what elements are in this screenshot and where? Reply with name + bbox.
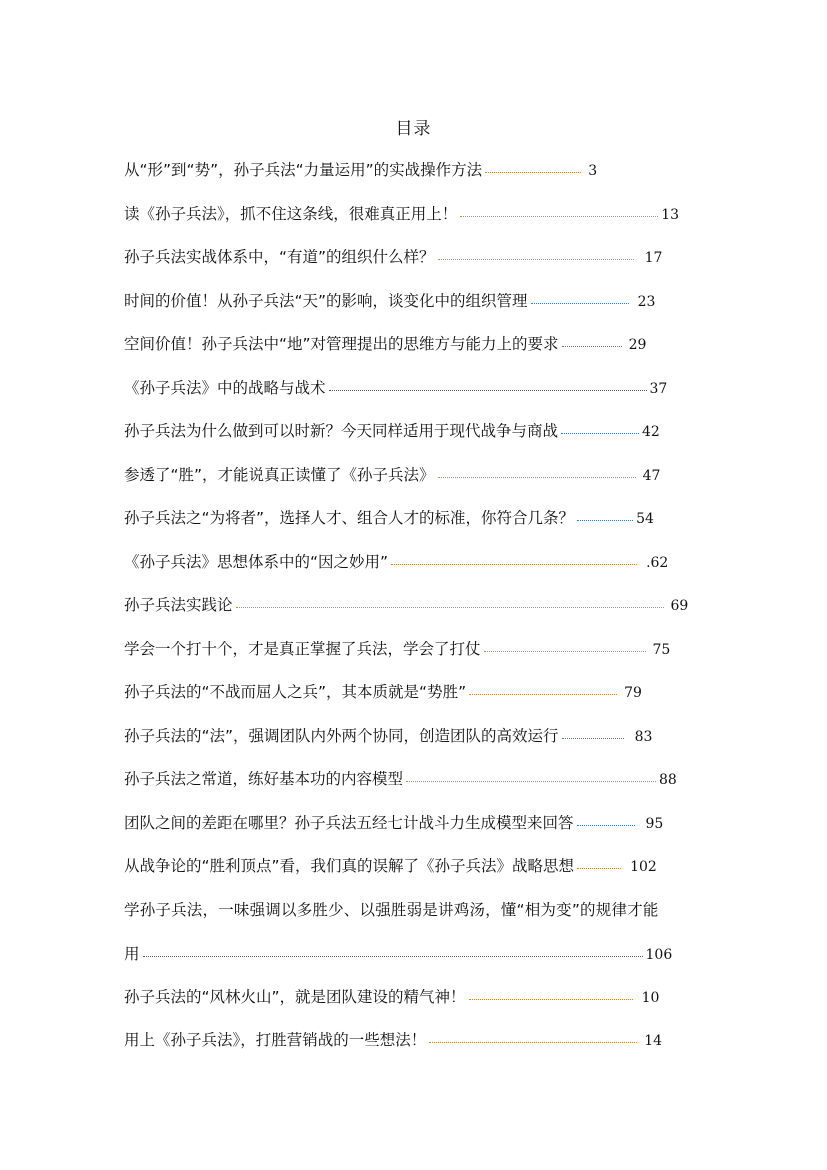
toc-entry[interactable] (124, 587, 714, 631)
toc-page-number: 54 (636, 511, 654, 527)
toc-entry-title: 参透了“胜”，才能说真正读懂了《孙子兵法》 (124, 465, 435, 484)
toc-page-number: 95 (645, 815, 664, 832)
toc-page-number: 13 (661, 206, 680, 223)
toc-page-number: 10 (641, 989, 660, 1006)
dot-leader (143, 955, 643, 957)
toc-entry-title: 孙子兵法之常道，练好基本功的内容模型 (124, 770, 404, 788)
dot-leader (531, 302, 629, 304)
toc-entry[interactable] (124, 457, 714, 501)
dot-leader (329, 389, 647, 391)
dot-leader (577, 824, 635, 826)
toc-entry[interactable] (124, 500, 714, 544)
toc-entry[interactable] (124, 848, 714, 892)
toc-entry-title: 读《孙子兵法》，抓不住这条线，很难真正用上！ (124, 204, 458, 223)
toc-entry-title: 孙子兵法的“法”，强调团队内外两个协同，创造团队的高效运行 (124, 726, 559, 745)
dot-leader (460, 215, 658, 217)
toc-entry-title: 孙子兵法之“为将者”，选择人才、组合人才的标准，你符合几条？ (124, 509, 575, 527)
dot-leader (485, 171, 581, 173)
toc-entry[interactable] (124, 761, 714, 805)
dot-leader (577, 519, 633, 521)
toc-page-number: 29 (628, 337, 647, 353)
toc-entry[interactable] (124, 152, 714, 196)
toc-page-number: 23 (637, 293, 656, 310)
toc-page-number: 83 (634, 728, 653, 745)
toc-entry-title: 从“形”到“势”，孙子兵法“力量运用”的实战操作方法 (124, 161, 483, 179)
toc-entry-title: 孙子兵法实践论 (124, 596, 233, 614)
toc-page-number: 79 (624, 685, 642, 701)
toc-entry[interactable] (124, 805, 714, 849)
toc-page-number: 102 (630, 859, 657, 875)
dot-leader (236, 606, 664, 608)
dot-leader (562, 345, 622, 347)
dot-leader (438, 476, 636, 478)
toc-entry-title-continued: 用 (124, 944, 140, 963)
toc-page-number: 75 (652, 641, 671, 658)
toc-entry[interactable] (124, 674, 714, 718)
toc-entry[interactable] (124, 544, 714, 588)
toc-page-number: 3 (588, 163, 598, 179)
toc-entry-title: 用上《孙子兵法》，打胜营销战的一些想法！ (124, 1031, 427, 1049)
toc-page-number: 17 (644, 250, 663, 266)
dot-leader (577, 867, 621, 869)
toc-entry[interactable] (124, 1022, 714, 1066)
toc-entry[interactable] (124, 631, 714, 675)
toc-page-number: .62 (646, 554, 669, 571)
toc-entry-title: 孙子兵法的“风林火山”，就是团队建设的精气神！ (124, 987, 466, 1006)
toc-entry[interactable] (124, 979, 714, 1023)
toc-list (124, 152, 714, 1066)
toc-entry-title: 《孙子兵法》思想体系中的“因之妙用” (124, 552, 389, 571)
dot-leader (469, 693, 617, 695)
toc-entry[interactable] (124, 413, 714, 457)
toc-entry[interactable] (124, 239, 714, 283)
toc-entry-title: 空间价值！孙子兵法中“地”对管理提出的思维方与能力上的要求 (124, 335, 559, 353)
toc-page-number: 47 (642, 467, 661, 484)
toc-entry-title: 从战争论的“胜利顶点”看，我们真的误解了《孙子兵法》战略思想 (124, 857, 575, 875)
dot-leader (406, 780, 656, 782)
dot-leader (469, 998, 633, 1000)
toc-page-number: 69 (670, 598, 689, 614)
toc-entry[interactable] (124, 892, 714, 979)
toc-page-number: 14 (644, 1033, 663, 1049)
toc-entry[interactable] (124, 370, 714, 414)
toc-entry[interactable] (124, 196, 714, 240)
dot-leader (429, 1041, 637, 1043)
toc-entry-title: 孙子兵法的“不战而屈人之兵”，其本质就是“势胜” (124, 683, 467, 701)
dot-leader (484, 650, 646, 652)
toc-entry-title: 学会一个打十个，才是真正掌握了兵法，学会了打仗 (124, 639, 481, 658)
dot-leader (438, 258, 634, 260)
toc-entry-title: 孙子兵法为什么做到可以时新？今天同样适用于现代战争与商战 (124, 422, 559, 440)
toc-entry-title: 学孙子兵法，一味强调以多胜少、以强胜弱是讲鸡汤，懂“相为变”的规律才能 (124, 900, 659, 919)
toc-entry[interactable] (124, 718, 714, 762)
toc-title: 目录 (395, 119, 432, 139)
toc-page-number: 37 (649, 380, 668, 397)
toc-page-number: 88 (659, 772, 677, 788)
toc-entry[interactable] (124, 326, 714, 370)
dot-leader (561, 432, 639, 434)
dot-leader (562, 737, 624, 739)
dot-leader (391, 563, 637, 565)
toc-entry-title: 团队之间的差距在哪里？孙子兵法五经七计战斗力生成模型来回答 (124, 813, 574, 832)
toc-entry-title: 孙子兵法实战体系中，“有道”的组织什么样？ (124, 248, 435, 266)
toc-page-number: 42 (642, 424, 660, 440)
toc-page-number: 106 (645, 946, 673, 963)
toc-entry-title: 《孙子兵法》中的战略与战术 (124, 378, 326, 397)
toc-entry-title: 时间的价值！从孙子兵法“天”的影响，谈变化中的组织管理 (124, 291, 528, 310)
toc-entry[interactable] (124, 283, 714, 327)
